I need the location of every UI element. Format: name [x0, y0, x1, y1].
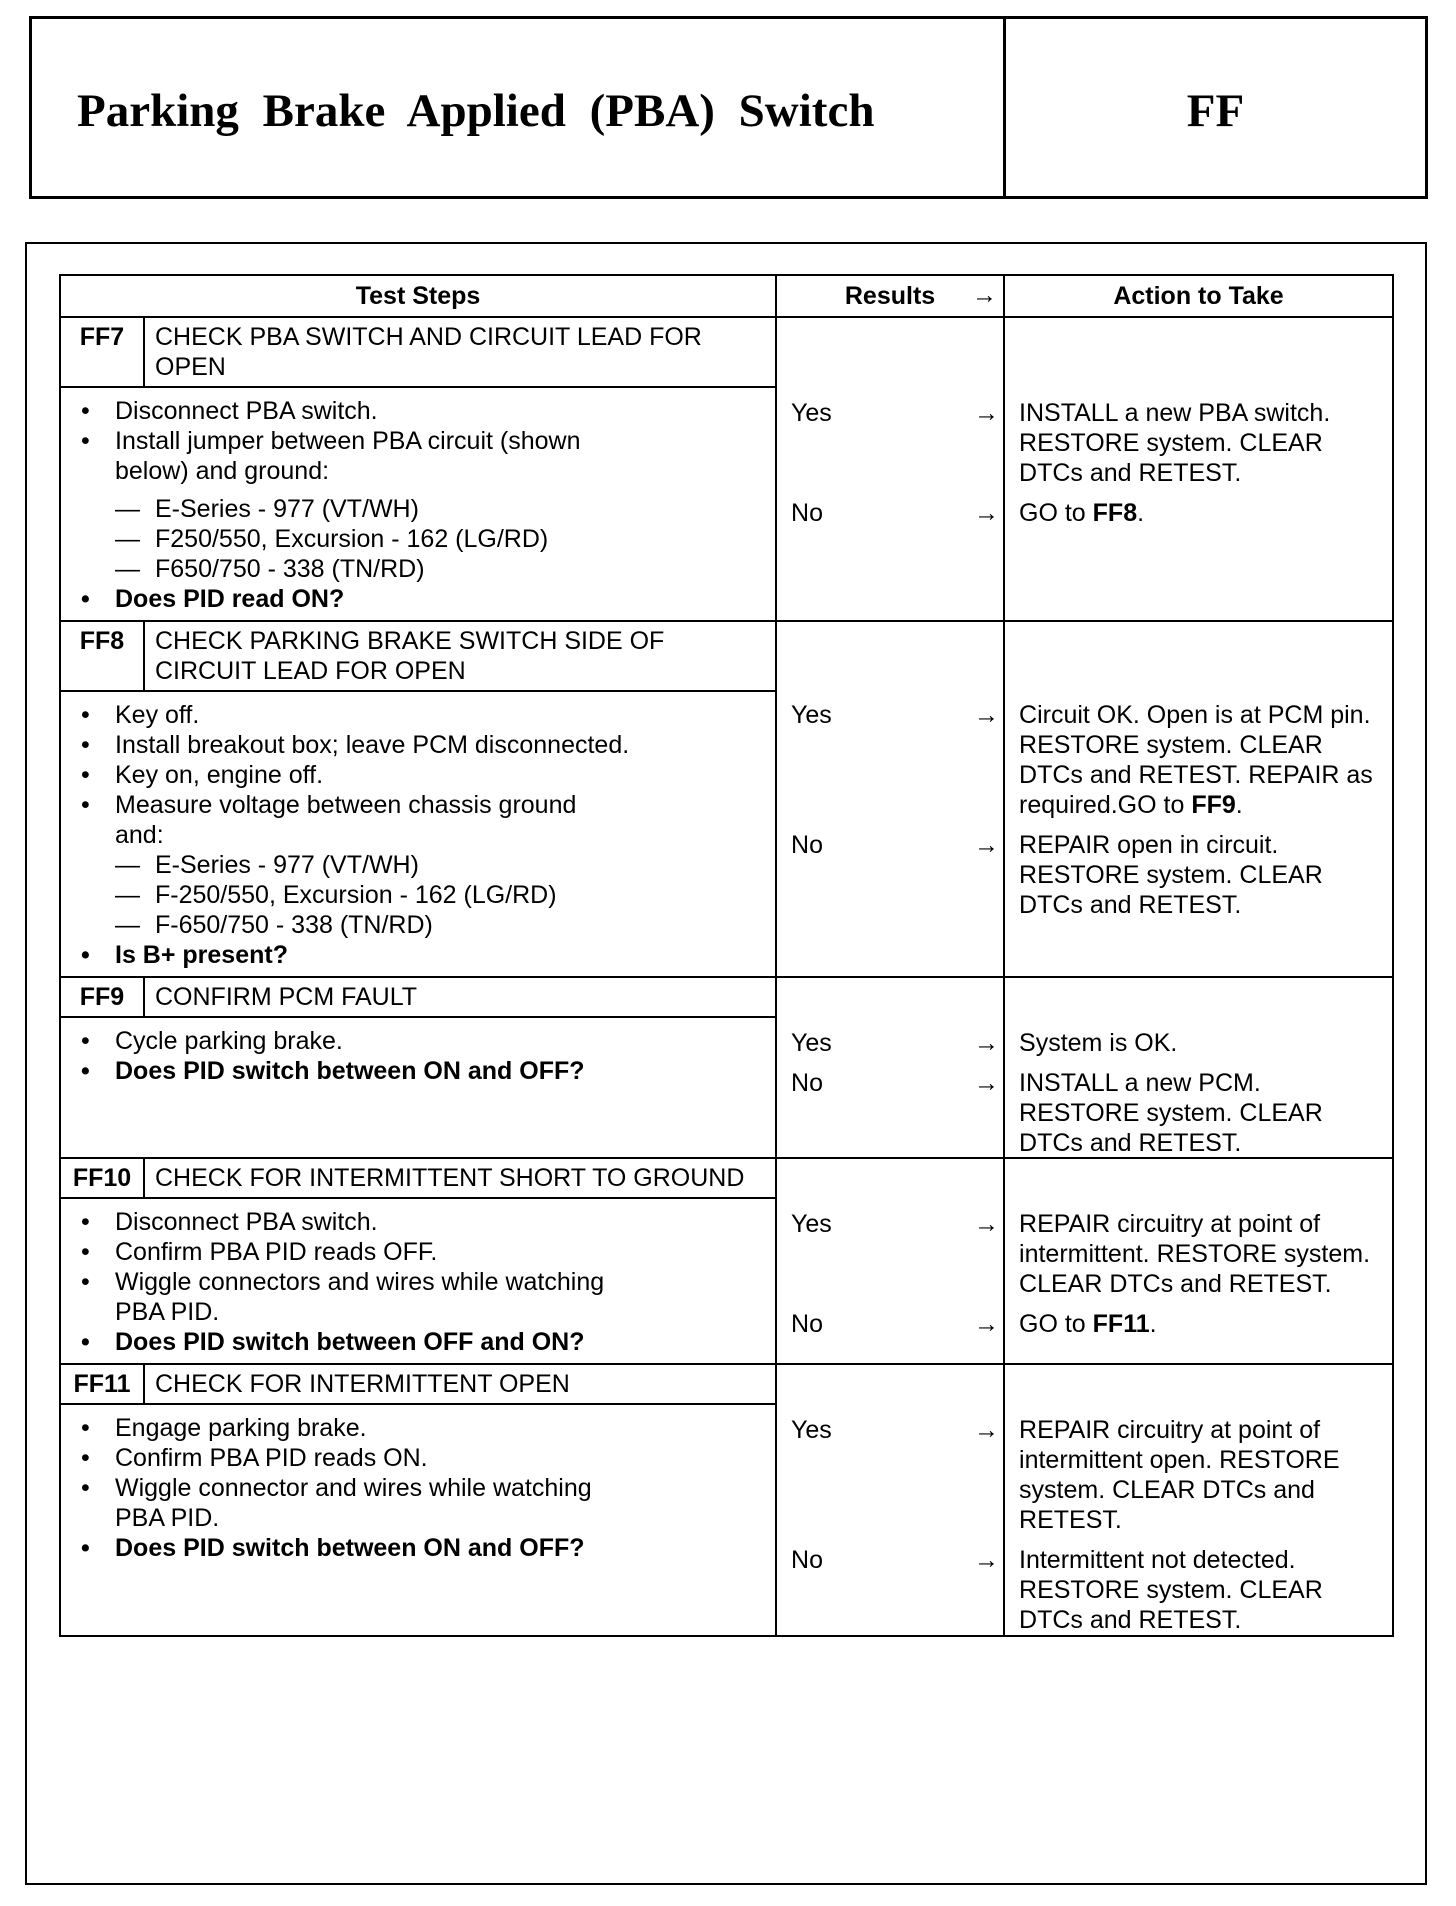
step-ff8-instructions [60, 691, 776, 977]
step-ff11-results [776, 1364, 1004, 1636]
result-no: No [791, 1310, 823, 1338]
bullet-icon: • [81, 731, 90, 759]
instruction-text: Does PID switch between ON and OFF? [115, 1057, 585, 1085]
step-title [144, 1364, 776, 1404]
action-step-ref: FF8 [1092, 499, 1138, 527]
action-text: GO to [1019, 1310, 1093, 1338]
instruction-text: F250/550, Excursion - 162 (LG/RD) [155, 525, 549, 553]
page-title: Parking Brake Applied (PBA) Switch [77, 85, 875, 137]
instruction-text: Install jumper between PBA circuit (shown [115, 427, 581, 455]
instruction-question [73, 584, 769, 614]
dash-icon: — [115, 911, 140, 939]
action-no [1019, 1309, 1386, 1339]
step-title-line: CHECK PARKING BRAKE SWITCH SIDE OF [155, 627, 665, 655]
action-yes [1019, 700, 1386, 820]
instruction-text: Disconnect PBA switch. [115, 397, 378, 425]
instruction-item [73, 456, 769, 486]
action-yes [1019, 398, 1386, 488]
bullet-icon: • [81, 1328, 90, 1356]
step-ff7-instructions [60, 387, 776, 621]
instruction-item [73, 1207, 769, 1237]
header-action: Action to Take [1004, 275, 1393, 317]
result-no: No [791, 1069, 823, 1097]
instruction-item [73, 426, 769, 456]
step-id: FF8 [60, 621, 144, 691]
instruction-item [73, 760, 769, 790]
result-no: No [791, 1546, 823, 1574]
bullet-icon: • [81, 761, 90, 789]
step-title-line: CHECK FOR INTERMITTENT SHORT TO GROUND [155, 1164, 745, 1192]
step-title [144, 1158, 776, 1198]
instruction-text: Does PID switch between OFF and ON? [115, 1328, 585, 1356]
step-ff7-title-row [60, 317, 1393, 387]
instruction-text: Confirm PBA PID reads ON. [115, 1444, 428, 1472]
action-line: RESTORE system. CLEAR [1019, 731, 1323, 759]
arrow-icon: → [974, 1416, 1000, 1444]
instruction-text: Wiggle connector and wires while watching [115, 1474, 592, 1502]
instruction-text: Install breakout box; leave PCM disconnected. [115, 731, 630, 759]
dash-icon: — [115, 525, 140, 553]
step-ff11-instructions [60, 1404, 776, 1636]
page-code: FF [1186, 85, 1245, 137]
instruction-text: Measure voltage between chassis ground [115, 791, 577, 819]
action-line: System is OK. [1019, 1029, 1178, 1057]
step-id: FF7 [60, 317, 144, 387]
header-test-steps: Test Steps [60, 275, 776, 317]
action-line: Intermittent not detected. [1019, 1546, 1296, 1574]
instruction-text: PBA PID. [115, 1298, 220, 1326]
step-id: FF11 [60, 1364, 144, 1404]
dash-icon: — [115, 851, 140, 879]
instruction-item [73, 700, 769, 730]
action-text: required.GO to [1019, 791, 1192, 819]
header-results-label: Results [844, 282, 936, 310]
instruction-text: Wiggle connectors and wires while watching [115, 1268, 605, 1296]
header-results [776, 275, 1004, 317]
step-ff10-title-row [60, 1158, 1393, 1198]
instruction-text: F-250/550, Excursion - 162 (LG/RD) [155, 881, 557, 909]
step-ff11-actions [1004, 1364, 1393, 1636]
step-title-line: OPEN [155, 353, 226, 381]
dash-icon: — [115, 555, 140, 583]
action-no [1019, 1545, 1386, 1635]
instruction-text: Does PID switch between ON and OFF? [115, 1534, 585, 1562]
action-text: . [1137, 499, 1145, 527]
bullet-icon: • [81, 1534, 90, 1562]
result-yes: Yes [791, 399, 832, 427]
instruction-text: PBA PID. [115, 1504, 220, 1532]
instruction-text: below) and ground: [115, 457, 330, 485]
action-line: INSTALL a new PCM. [1019, 1069, 1261, 1097]
action-line: intermittent open. RESTORE [1019, 1446, 1340, 1474]
step-ff9-instructions [60, 1017, 776, 1158]
action-line: RESTORE system. CLEAR [1019, 1576, 1323, 1604]
instruction-subitem [73, 494, 769, 524]
instruction-item [73, 730, 769, 760]
step-ff7-results [776, 317, 1004, 621]
action-line: DTCs and RETEST. [1019, 1129, 1242, 1157]
bullet-icon: • [81, 397, 90, 425]
step-ff9-actions [1004, 977, 1393, 1158]
instruction-text: Cycle parking brake. [115, 1027, 343, 1055]
test-steps-table [59, 274, 1394, 1637]
instruction-subitem [73, 524, 769, 554]
instruction-subitem [73, 880, 769, 910]
instruction-text: E-Series - 977 (VT/WH) [155, 495, 419, 523]
arrow-icon: → [974, 1029, 1000, 1057]
arrow-icon: → [974, 1210, 1000, 1238]
action-line: INSTALL a new PBA switch. [1019, 399, 1331, 427]
bullet-icon: • [81, 1414, 90, 1442]
instruction-text: Engage parking brake. [115, 1414, 367, 1442]
step-ff9-results [776, 977, 1004, 1158]
action-line: DTCs and RETEST. [1019, 459, 1242, 487]
instruction-item [73, 1503, 769, 1533]
bullet-icon: • [81, 1444, 90, 1472]
step-title-line: CHECK PBA SWITCH AND CIRCUIT LEAD FOR [155, 323, 702, 351]
instruction-item [73, 1413, 769, 1443]
step-ff10-actions [1004, 1158, 1393, 1364]
result-yes: Yes [791, 1029, 832, 1057]
table-header-row [60, 275, 1393, 317]
action-line: REPAIR circuitry at point of [1019, 1416, 1321, 1444]
instruction-item [73, 790, 769, 820]
instruction-item [73, 1026, 769, 1056]
instruction-text: E-Series - 977 (VT/WH) [155, 851, 419, 879]
instruction-question [73, 1327, 769, 1357]
arrow-icon: → [972, 281, 998, 309]
action-line: RESTORE system. CLEAR [1019, 429, 1323, 457]
result-no: No [791, 831, 823, 859]
bullet-icon: • [81, 585, 90, 613]
instruction-text: Is B+ present? [115, 941, 288, 969]
instruction-item [73, 1267, 769, 1297]
result-yes: Yes [791, 1210, 832, 1238]
step-ff8-results [776, 621, 1004, 977]
step-title [144, 977, 776, 1017]
action-line: RETEST. [1019, 1506, 1122, 1534]
arrow-icon: → [974, 1310, 1000, 1338]
instruction-text: Does PID read ON? [115, 585, 345, 613]
instruction-question [73, 1533, 769, 1563]
instruction-text: F-650/750 - 338 (TN/RD) [155, 911, 433, 939]
step-ff11-title-row [60, 1364, 1393, 1404]
instruction-item [73, 1473, 769, 1503]
dash-icon: — [115, 881, 140, 909]
step-title [144, 317, 776, 387]
step-id: FF10 [60, 1158, 144, 1198]
step-ff8-title-row [60, 621, 1393, 691]
bullet-icon: • [81, 1027, 90, 1055]
step-ff10-results [776, 1158, 1004, 1364]
action-step-ref: FF11 [1092, 1310, 1150, 1338]
bullet-icon: • [81, 1057, 90, 1085]
action-line: RESTORE system. CLEAR [1019, 861, 1323, 889]
instruction-subitem [73, 554, 769, 584]
action-line: intermittent. RESTORE system. [1019, 1240, 1371, 1268]
step-ff10-instructions [60, 1198, 776, 1364]
arrow-icon: → [974, 1069, 1000, 1097]
step-title-line: CONFIRM PCM FAULT [155, 983, 418, 1011]
step-ff8-actions [1004, 621, 1393, 977]
result-yes: Yes [791, 1416, 832, 1444]
bullet-icon: • [81, 1238, 90, 1266]
arrow-icon: → [974, 701, 1000, 729]
arrow-icon: → [974, 399, 1000, 427]
instruction-item [73, 820, 769, 850]
step-title-line: CIRCUIT LEAD FOR OPEN [155, 657, 466, 685]
action-yes [1019, 1028, 1386, 1058]
instruction-question [73, 1056, 769, 1086]
instruction-subitem [73, 850, 769, 880]
step-ff9-title-row [60, 977, 1393, 1017]
instruction-text: Key on, engine off. [115, 761, 324, 789]
instruction-text: and: [115, 821, 164, 849]
step-ff7-actions [1004, 317, 1393, 621]
result-yes: Yes [791, 701, 832, 729]
action-text: . [1149, 1310, 1157, 1338]
bullet-icon: • [81, 427, 90, 455]
instruction-item [73, 1297, 769, 1327]
bullet-icon: • [81, 701, 90, 729]
action-no [1019, 1068, 1386, 1158]
action-text: . [1235, 791, 1243, 819]
instruction-item [73, 1237, 769, 1267]
action-yes [1019, 1209, 1386, 1299]
action-line: CLEAR DTCs and RETEST. [1019, 1270, 1332, 1298]
arrow-icon: → [974, 831, 1000, 859]
action-line: DTCs and RETEST. [1019, 1606, 1242, 1634]
instruction-text: Disconnect PBA switch. [115, 1208, 378, 1236]
bullet-icon: • [81, 1208, 90, 1236]
action-line: REPAIR circuitry at point of [1019, 1210, 1321, 1238]
action-yes [1019, 1415, 1386, 1535]
action-line: REPAIR open in circuit. [1019, 831, 1279, 859]
action-line [1019, 790, 1386, 820]
instruction-item [73, 1443, 769, 1473]
step-id: FF9 [60, 977, 144, 1017]
instruction-item [73, 396, 769, 426]
action-line: DTCs and RETEST. [1019, 891, 1242, 919]
action-text: GO to [1019, 499, 1093, 527]
instruction-text: Key off. [115, 701, 200, 729]
action-line: Circuit OK. Open is at PCM pin. [1019, 701, 1371, 729]
action-line: DTCs and RETEST. REPAIR as [1019, 761, 1373, 789]
bullet-icon: • [81, 1474, 90, 1502]
instruction-text: Confirm PBA PID reads OFF. [115, 1238, 438, 1266]
instruction-text: F650/750 - 338 (TN/RD) [155, 555, 425, 583]
instruction-subitem [73, 910, 769, 940]
action-line: RESTORE system. CLEAR [1019, 1099, 1323, 1127]
action-no [1019, 498, 1386, 528]
step-title [144, 621, 776, 691]
instruction-question [73, 940, 769, 970]
arrow-icon: → [974, 499, 1000, 527]
bullet-icon: • [81, 1268, 90, 1296]
bullet-icon: • [81, 941, 90, 969]
step-title-line: CHECK FOR INTERMITTENT OPEN [155, 1370, 570, 1398]
bullet-icon: • [81, 791, 90, 819]
dash-icon: — [115, 495, 140, 523]
action-line: system. CLEAR DTCs and [1019, 1476, 1315, 1504]
action-no [1019, 830, 1386, 920]
arrow-icon: → [974, 1546, 1000, 1574]
action-step-ref: FF9 [1191, 791, 1236, 819]
result-no: No [791, 499, 823, 527]
